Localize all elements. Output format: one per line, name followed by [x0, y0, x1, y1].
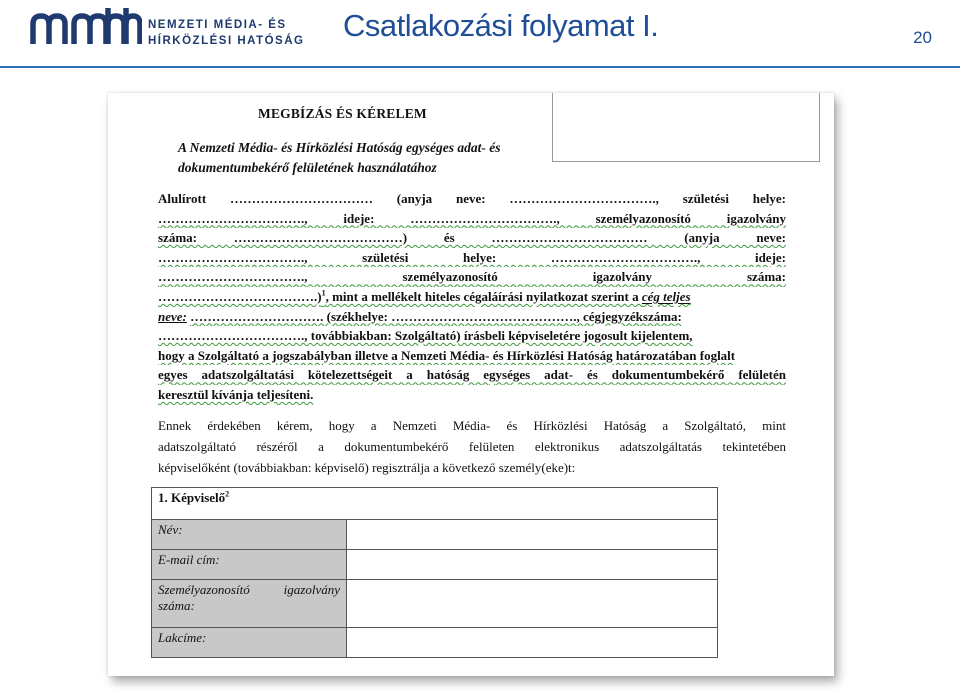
document-title: MEGBÍZÁS ÉS KÉRELEM: [258, 106, 427, 121]
text-segment: , mint a mellékelt hiteles cégaláírási nyilatkozat szerint a: [325, 288, 642, 304]
document-stamp-box: [552, 93, 820, 162]
footnote-marker: 2: [225, 489, 230, 499]
logo-text-line2: HÍRKÖZLÉSI HATÓSÁG: [148, 35, 305, 47]
table-heading: [152, 488, 718, 520]
table-row: [152, 580, 718, 628]
text-segment: …………………………. (székhelye: ……………………………………., cégjegyzékszáma:: [190, 308, 682, 324]
field-label-address: Lakcíme:: [152, 628, 347, 658]
text-line: ……………………………., továbbiakban: Szolgáltató) írásbeli képviseletére jogosult kijelentem,: [158, 328, 693, 344]
footnote-marker: 1: [321, 288, 326, 298]
nmhh-logo-mark-icon: [30, 6, 142, 50]
field-value-address: [347, 628, 718, 658]
table-row: [152, 550, 718, 580]
text-line: hogy a Szolgáltató a jogszabályban illetve a Nemzeti Média- és Hírközlési Hatóság határozatában foglalt: [158, 347, 736, 363]
text-segment-italic: cég teljes: [641, 288, 691, 304]
table-header-row: [152, 488, 718, 520]
text-line: [158, 307, 786, 327]
document-scan: [108, 93, 834, 676]
field-value-email: [347, 550, 718, 580]
field-label-id-card-line2: száma:: [158, 598, 195, 613]
text-line: Ennek érdekében kérem, hogy a Nemzeti Média- és Hírközlési Hatóság a Szolgáltató, mint: [158, 418, 786, 433]
document-subtitle-line1: A Nemzeti Média- és Hírközlési Hatóság egységes adat- és: [178, 140, 501, 155]
nmhh-logo: [30, 6, 330, 50]
text-line: ……………………………., ideje: ……………………………., személyazonosító igazolvány: [158, 210, 786, 226]
text-segment-italic: neve:: [158, 308, 187, 324]
text-line-with-footnote: [158, 287, 786, 307]
logo-text-line1: NEMZETI MÉDIA- ÉS: [148, 19, 287, 31]
text-line: keresztül kívánja teljesíteni.: [158, 386, 314, 402]
paragraph-authorization: [158, 189, 786, 405]
field-value-id-card: [347, 580, 718, 628]
representative-table: [151, 487, 718, 658]
header-divider: [0, 66, 960, 68]
table-row: [152, 628, 718, 658]
field-value-name: [347, 520, 718, 550]
text-line: adatszolgáltató részéről a dokumentumbekérő felületen elektronikus adatszolgáltatás tekintetében: [158, 439, 786, 454]
document-subtitle-line2: dokumentumbekérő felületének használatához: [178, 160, 437, 175]
text-line: egyes adatszolgáltatási kötelezettségeit a hatóság egységes adat- és dokumentumbekérő felületén: [158, 367, 786, 383]
text-segment: ……………………………….): [158, 288, 322, 304]
text-line: száma: …………………………………) és ……………………………… (anyja neve:: [158, 230, 786, 246]
document-subtitle: [178, 138, 500, 178]
label-word: Személyazonosító: [158, 582, 250, 597]
slide-title: Csatlakozási folyamat I.: [343, 8, 659, 43]
field-label-email: E-mail cím:: [152, 550, 347, 580]
paragraph-request: [158, 415, 786, 478]
text-line: Alulírott …………………………… (anyja neve: ……………………………., születési helye:: [158, 191, 786, 206]
label-word: igazolvány: [283, 582, 340, 597]
text-line: ……………………………., születési helye: ……………………………., ideje:: [158, 249, 786, 265]
field-label-name: Név:: [152, 520, 347, 550]
field-label-id-card: [152, 580, 347, 628]
text-line: képviselőként (továbbiakban: képviselő) regisztrálja a következő személy(eke)t:: [158, 460, 576, 475]
page-number: 20: [913, 28, 932, 47]
text-line: ……………………………., személyazonosító igazolvány száma:: [158, 269, 786, 285]
table-heading-text: 1. Képviselő: [158, 490, 226, 505]
field-label-id-card-line1: [158, 582, 340, 598]
table-row: [152, 520, 718, 550]
